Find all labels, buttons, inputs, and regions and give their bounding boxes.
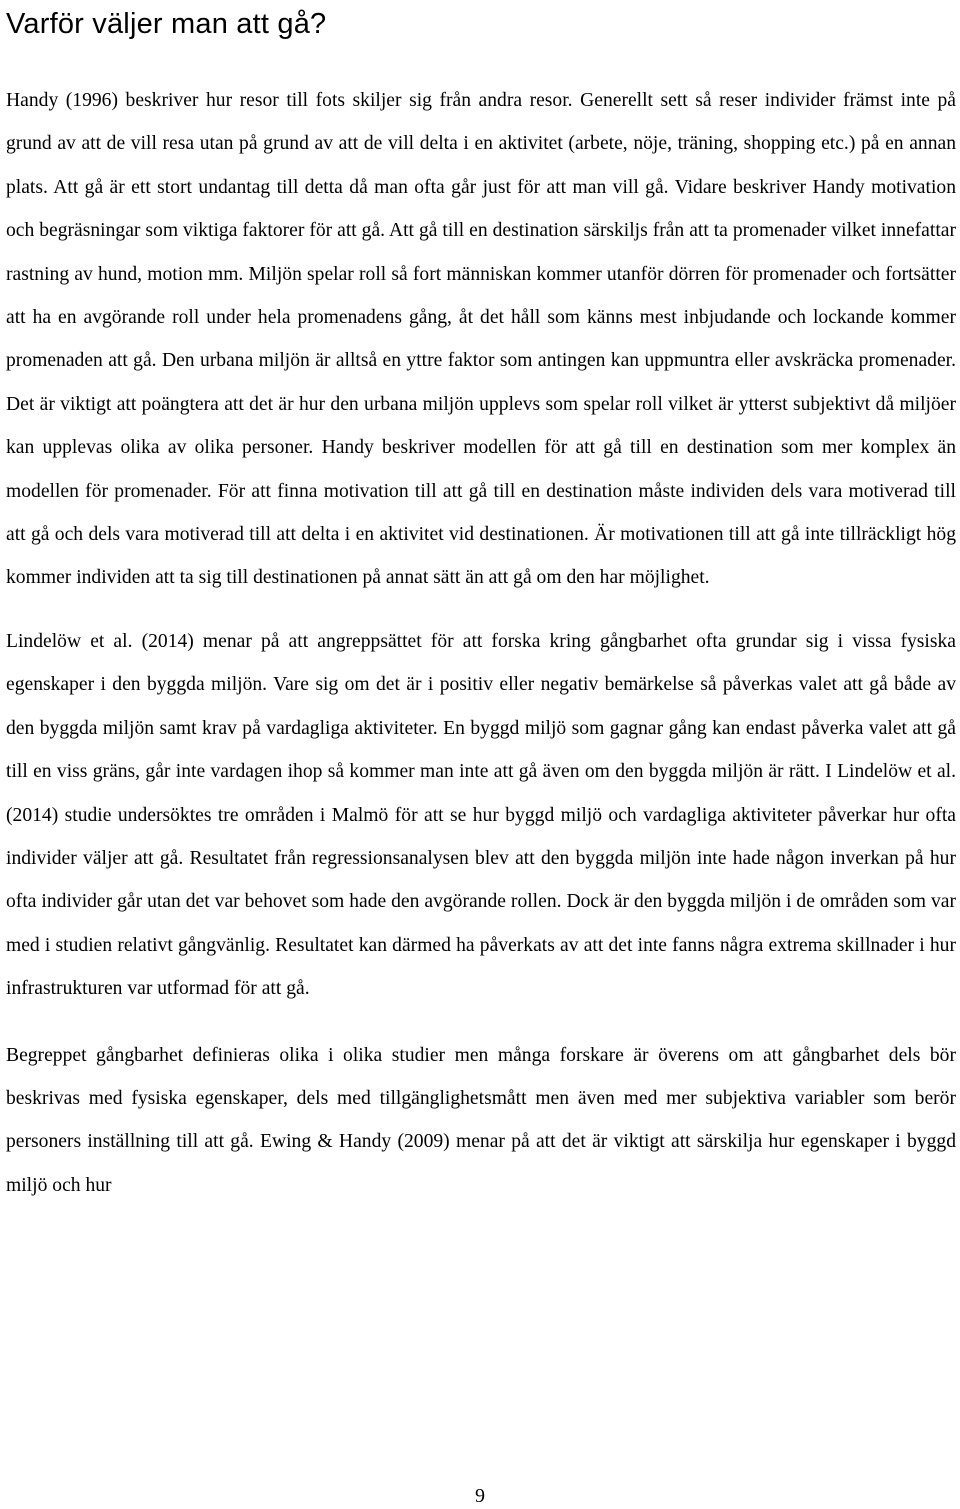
section-heading: Varför väljer man att gå? <box>6 8 327 40</box>
document-page <box>6 0 956 1207</box>
body-paragraph-handy: Handy (1996) beskriver hur resor till fots skiljer sig från andra resor. Generellt sett så reser individer främst inte på grund av att de vill resa utan på grund av att de vill delta i en aktivitet (arbete, nöje, träning, shopping etc.) på en annan plats. Att gå är ett stort undantag till detta då man ofta går just för att man vill gå. Vidare beskriver Handy motivation och begräsningar som viktiga faktorer för att gå. Att gå till en destination särskiljs från att ta promenader vilket innefattar rastning av hund, motion mm. Miljön spelar roll så fort människan kommer utanför dörren för promenader och fortsätter att ha en avgörande roll under hela promenadens gång, åt det håll som känns mest inbjudande och lockande kommer promenaden att gå. Den urbana miljön är alltså en yttre faktor som antingen kan uppmuntra eller avskräcka promenader. Det är viktigt att poängtera att det är hur den urbana miljön upplevs som spelar roll vilket är ytterst subjektivt då miljöer kan upplevas olika av olika personer. Handy beskriver modellen för att gå till en destination som mer komplex än modellen för promenader. För att finna motivation till att gå till en destination måste individen dels vara motiverad till att gå och dels vara motiverad till att delta i en aktivitet vid destinationen. Är motivationen till att gå inte tillräckligt hög kommer individen att ta sig till destinationen på annat sätt än att gå om den har möjlighet. <box>6 90 956 589</box>
body-paragraph-gangbarhet: Begreppet gångbarhet definieras olika i olika studier men många forskare är överens om att gångbarhet dels bör beskrivas med fysiska egenskaper, dels med tillgänglighetsmått men även med mer subjektiva variabler som berör personers inställning till att gå. Ewing & Handy (2009) menar på att det är viktigt att särskilja hur egenskaper i byggd miljö och hur <box>6 1044 956 1196</box>
page-number: 9 <box>475 1485 485 1507</box>
body-paragraph-lindelow: Lindelöw et al. (2014) menar på att angreppsättet för att forska kring gångbarhet ofta grundar sig i vissa fysiska egenskaper i den byggda miljön. Vare sig om det är i positiv eller negativ bemärkelse så påverkas valet att gå både av den byggda miljön samt krav på vardagliga aktiviteter. En byggd miljö som gagnar gång kan endast påverka valet att gå till en viss gräns, går inte vardagen ihop så kommer man inte att gå även om den byggda miljön är rätt. I Lindelöw et al. (2014) studie undersöktes tre områden i Malmö för att se hur byggd miljö och vardagliga aktiviteter påverkar hur ofta individer väljer att gå. Resultatet från regressionsanalysen blev att den byggda miljön inte hade någon inverkan på hur ofta individer går utan det var behovet som hade den avgörande rollen. Dock är den byggda miljön i de områden som var med i studien relativt gångvänlig. Resultatet kan därmed ha påverkats av att det inte fanns några extrema skillnader i hur infrastrukturen var utformad för att gå. <box>6 630 956 1000</box>
